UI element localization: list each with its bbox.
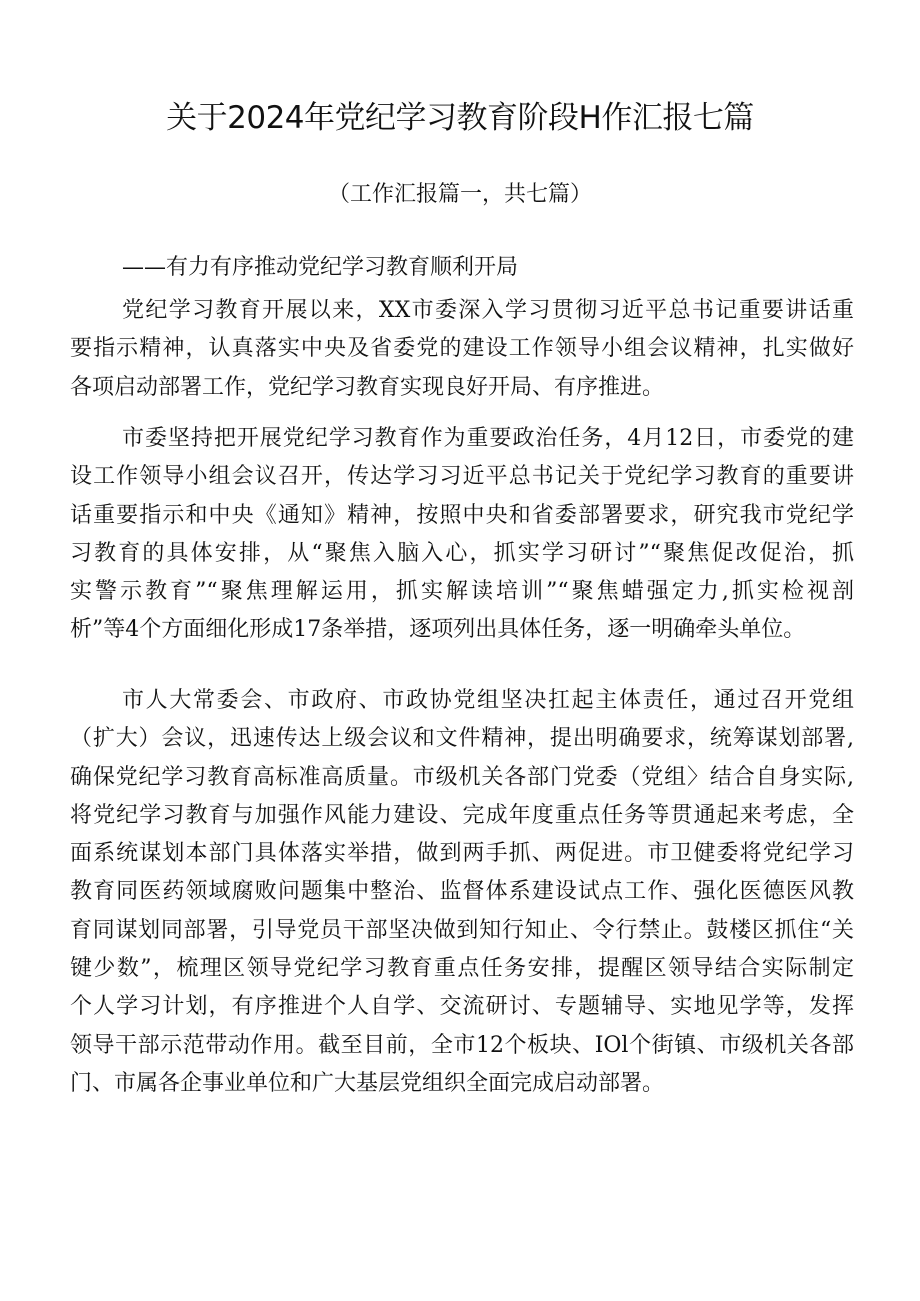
section-label: （工作汇报篇一，共七篇） xyxy=(327,182,592,207)
paragraph-line: 领导干部示范带动作用。截至目前，全市12个板块、IOl个街镇、市级机关各部 xyxy=(70,1032,854,1058)
paragraph-line: 习教育的具体安排，从“聚焦入脑入心，抓实学习研讨”“聚焦促改促治，抓 xyxy=(70,540,854,566)
paragraph-line: 析”等4个方面细化形成17条举措，逐项列出具体任务，逐一明确牵头单位。 xyxy=(70,617,806,643)
paragraph-1 xyxy=(70,292,854,407)
paragraph-line: 实警示教育”“聚焦理解运用，抓实解读培训”“聚焦蜡强定力,抓实检视剖 xyxy=(70,579,854,605)
paragraph-line: 设工作领导小组会议召开，传达学习习近平总书记关于党纪学习教育的重要讲 xyxy=(70,464,854,490)
paragraph-line: 党纪学习教育开展以来，XX市委深入学习贯彻习近平总书记重要讲话重 xyxy=(122,298,854,323)
paragraph-line: （扩大）会议，迅速传达上级会议和文件精神，提出明确要求，统筹谋划部署, xyxy=(70,726,854,752)
paragraph-line: 各项启动部署工作，党纪学习教育实现良好开局、有序推进。 xyxy=(70,374,665,400)
paragraph-line: 将党纪学习教育与加强作风能力建设、完成年度重点任务等贯通起来考虑，全 xyxy=(70,802,854,828)
document-title: 关于2024年党纪学习教育阶段H作汇报七篇 xyxy=(166,100,754,136)
paragraph-line: 面系统谋划本部门具体落实举措，做到两手抓、两促进。市卫健委将党纪学习 xyxy=(70,841,854,867)
paragraph-line: 话重要指示和中央《通知》精神，按照中央和省委部署要求，研究我市党纪学 xyxy=(70,502,854,528)
paragraph-line: 个人学习计划，有序推进个人自学、交流研讨、专题辅导、实地见学等，发挥 xyxy=(70,994,854,1020)
paragraph-line: 键少数”，梳理区领导党纪学习教育重点任务安排，提醒区领导结合实际制定 xyxy=(70,956,854,982)
paragraph-line: 市人大常委会、市政府、市政协党组坚决扛起主体责任，通过召开党组 xyxy=(122,688,854,713)
paragraph-line: 教育同医药领域腐败问题集中整治、监督体系建设试点工作、强化医德医风教 xyxy=(70,879,854,905)
paragraph-line: 育同谋划同部署，引导党员干部坚决做到知行知止、令行禁止。鼓楼区抓住“关 xyxy=(70,917,854,943)
paragraph-line: 要指示精神，认真落实中央及省委党的建设工作领导小组会议精神，扎实做好 xyxy=(70,336,854,362)
paragraph-2 xyxy=(70,420,854,650)
document-subtitle: ——有力有序推动党纪学习教育顺利开局 xyxy=(122,255,519,280)
paragraph-line: 市委坚持把开展党纪学习教育作为重要政治任务，4月12日，市委党的建 xyxy=(122,426,854,451)
paragraph-line: 确保党纪学习教育高标准高质量。市级机关各部门党委（党组〉结合自身实际, xyxy=(70,764,854,790)
paragraph-line: 门、市属各企事业单位和广大基层党组织全面完成启动部署。 xyxy=(70,1070,665,1096)
paragraph-3 xyxy=(70,682,854,1103)
